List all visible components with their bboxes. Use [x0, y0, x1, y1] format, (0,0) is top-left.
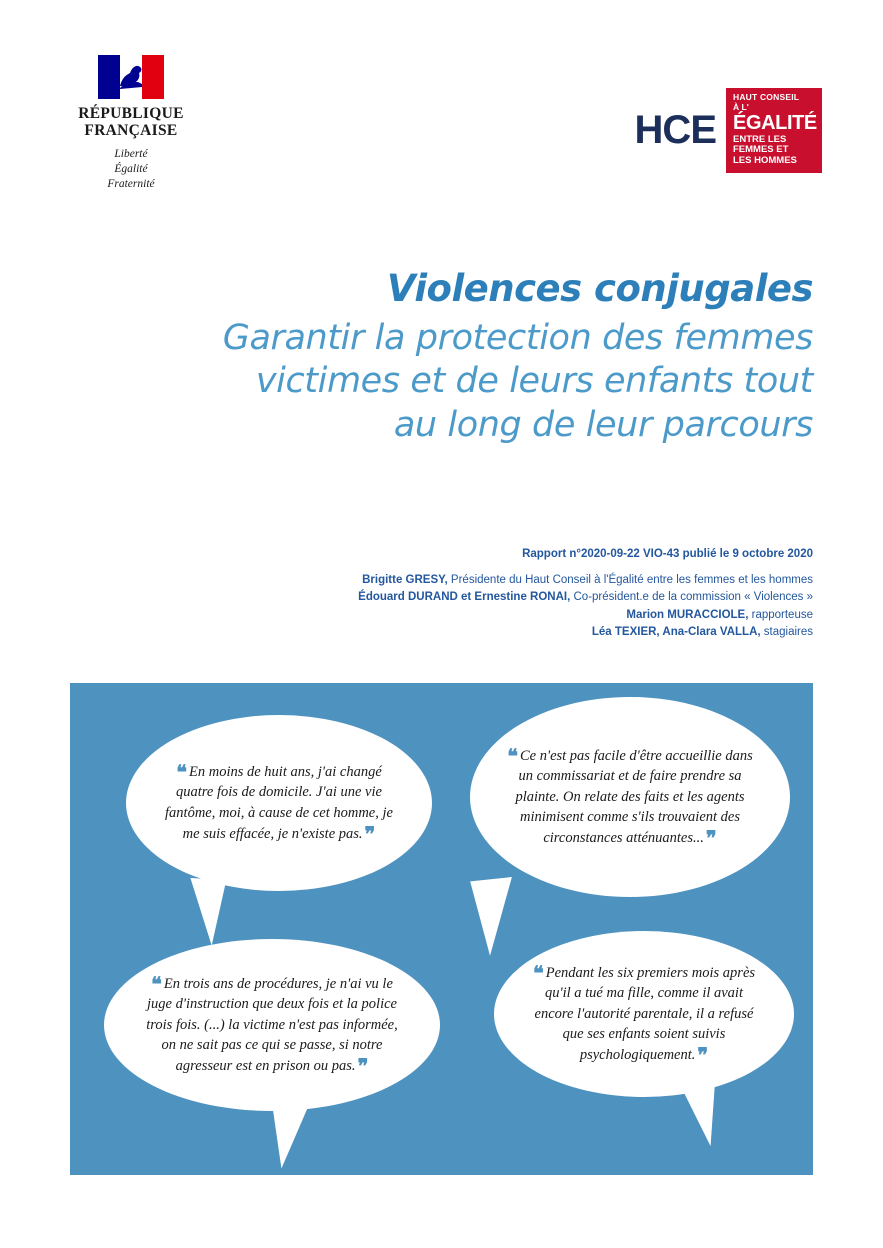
quote-text-1 [160, 762, 398, 844]
hce-line1: HAUT CONSEIL [733, 92, 800, 102]
page-title [73, 268, 813, 448]
motto-liberte: Liberté [114, 147, 148, 160]
credit-role: stagiaires [760, 625, 813, 638]
title-subtitle [73, 317, 813, 448]
hce-line5: LES HOMMES [733, 154, 797, 166]
quote-body: En trois ans de procédures, je n'ai vu le juge d'instruction que deux fois et la police trois fois. (...) la victime n'est pas informée, on ne sait pas ce qui se passe, si notre agresseur est en prison ou pas. [146, 975, 398, 1074]
quote-open-icon: ❝ [507, 745, 518, 768]
report-reference: Rapport n°2020-09-22 VIO-43 publié le 9 octobre 2020 [522, 548, 813, 560]
speech-bubble-tail [470, 877, 520, 957]
testimonials-panel [70, 683, 813, 1175]
hce-egalite: ÉGALITÉ [733, 111, 817, 134]
credit-role: rapporteuse [748, 608, 813, 621]
title-main: Violences conjugales [386, 267, 813, 310]
motto-egalite: Égalité [114, 162, 148, 175]
hce-line2: À L' [733, 101, 749, 112]
republique-francaise-logo [61, 55, 201, 192]
republique-line1: RÉPUBLIQUE [78, 105, 184, 122]
quote-body: Ce n'est pas facile d'être accueillie dans un commissariat et de faire prendre sa plainte. On relate des faits et les agents minimisent comme s'ils trouvaient des circonstances atténuantes... [515, 747, 753, 846]
quote-text-2 [504, 746, 756, 849]
republique-line2: FRANÇAISE [84, 122, 178, 140]
credit-name: Marion MURACCIOLE, [626, 608, 749, 621]
credit-name: Édouard DURAND et Ernestine RONAI, [358, 591, 571, 604]
credit-line [113, 589, 813, 606]
hce-acronym: HCE [634, 108, 716, 153]
credit-role: Présidente du Haut Conseil à l'Égalité entre les femmes et les hommes [447, 574, 813, 586]
credit-name: Brigitte GRESY, [362, 574, 448, 586]
speech-bubble-tail [186, 878, 227, 946]
quote-bubble-1 [126, 715, 432, 891]
hce-line3: ENTRE LES [733, 133, 787, 145]
french-flag-marianne-icon [98, 55, 164, 99]
document-header [0, 0, 883, 200]
republique-label [61, 105, 201, 140]
hce-logo [635, 88, 822, 173]
quote-open-icon: ❝ [532, 962, 544, 985]
title-subtitle-line2: victimes et de leurs enfants tout [255, 361, 813, 402]
credit-line [113, 607, 813, 624]
quote-bubble-2 [470, 697, 790, 897]
quote-close-icon: ❞ [357, 1055, 369, 1078]
motto-fraternite: Fraternité [107, 177, 155, 190]
quote-body: En moins de huit ans, j'ai changé quatre fois de domicile. J'ai une vie fantôme, moi, à cause de cet homme, je me suis effacée, je n'existe pas. [165, 763, 393, 842]
credit-role: Co-président.e de la commission « Violences » [570, 591, 813, 604]
quote-close-icon: ❞ [697, 1044, 709, 1067]
credit-name: Léa TEXIER, Ana-Clara VALLA, [591, 625, 761, 638]
quote-close-icon: ❞ [705, 827, 717, 850]
quote-text-3 [138, 974, 406, 1077]
quote-bubble-4 [494, 931, 794, 1097]
quote-close-icon: ❞ [364, 823, 376, 846]
credit-line [113, 572, 813, 589]
hce-red-block [726, 88, 822, 173]
report-metadata [113, 548, 813, 641]
quote-body: Pendant les six premiers mois après qu'il a tué ma fille, comme il avait encore l'autorité parentale, il a refusé que ses enfants soient suivis psychologiquement. [534, 964, 756, 1063]
quote-open-icon: ❝ [176, 761, 187, 784]
quote-bubble-3 [104, 939, 440, 1111]
credit-line [113, 624, 813, 641]
devise-motto [61, 147, 201, 192]
title-subtitle-line1: Garantir la protection des femmes [222, 317, 813, 358]
title-subtitle-line3: au long de leur parcours [393, 405, 813, 446]
quote-text-4 [528, 963, 760, 1066]
quote-open-icon: ❝ [151, 973, 162, 996]
hce-line4: FEMMES ET [733, 144, 789, 156]
